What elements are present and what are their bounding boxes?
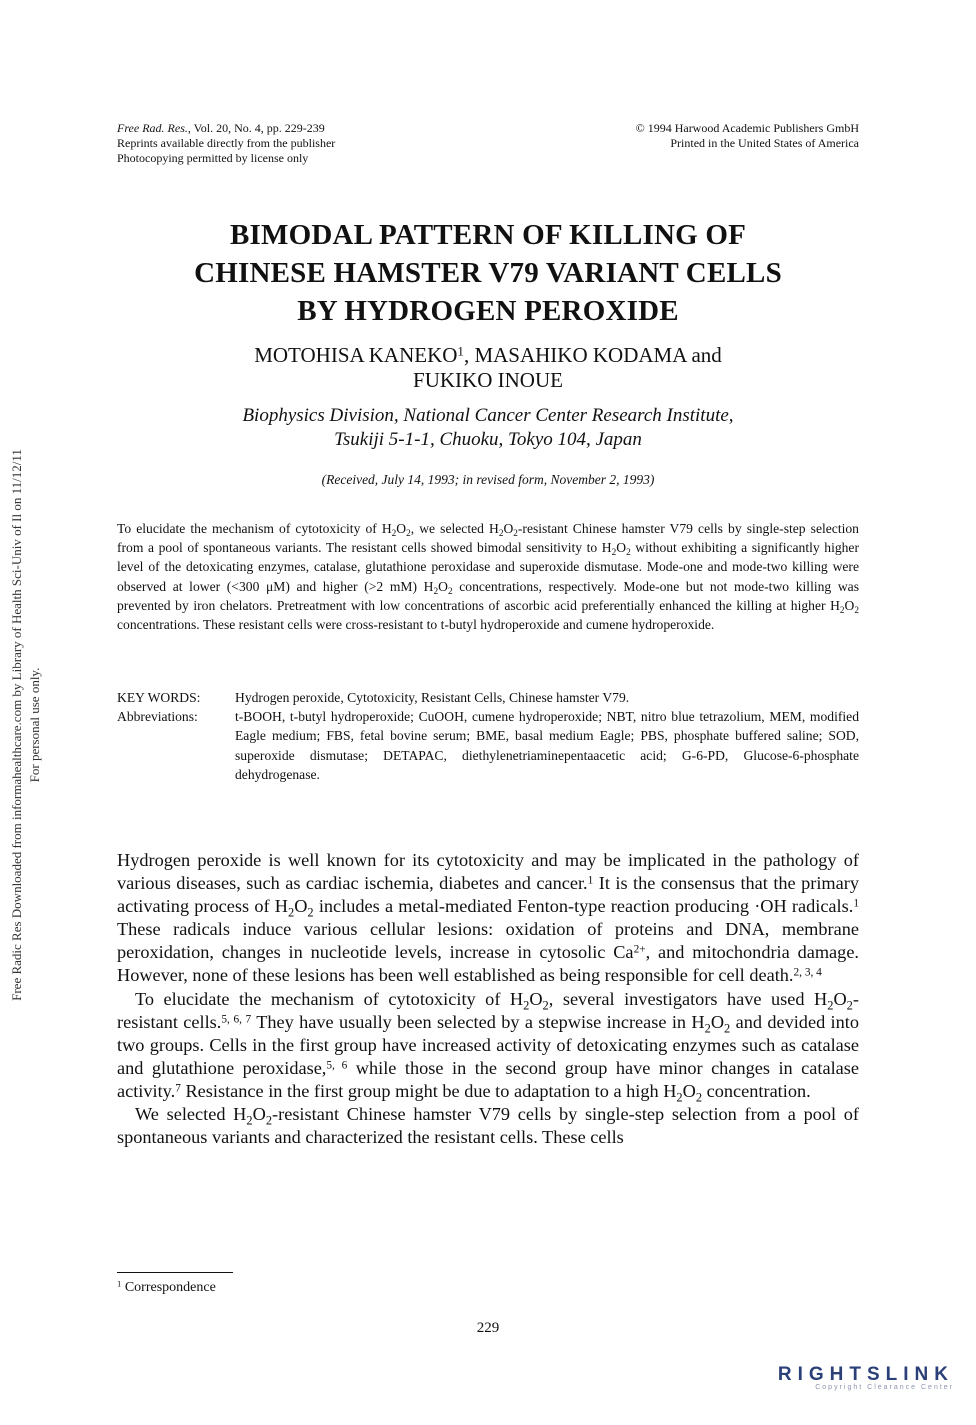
abbreviations-row	[117, 707, 859, 784]
text-run: -resistant Chinese hamster V79 cells by single-step selection from a pool of spontaneous variants and characterized the resistant cells. These cells	[117, 1104, 860, 1148]
text-run: O	[833, 988, 847, 1009]
subscript: 2	[676, 1090, 683, 1105]
text-run: and devided into two groups. Cells in the first group have increased activity of detoxicating enzymes such as catalase and glutathione peroxidase,	[117, 1011, 859, 1078]
article-title	[0, 216, 976, 330]
paragraph-3	[117, 1103, 859, 1149]
text-run: includes a metal-mediated Fenton-type reaction producing ·OH radicals.	[313, 896, 854, 917]
abstract-text: O	[616, 540, 627, 556]
keywords-row	[117, 688, 859, 707]
charge-mark: 2+	[633, 943, 646, 956]
copyright-line: © 1994 Harwood Academic Publishers GmbH	[635, 121, 859, 135]
keywords-text: Hydrogen peroxide, Cytotoxicity, Resistant Cells, Chinese hamster V79.	[235, 690, 630, 705]
subscript: 2	[406, 528, 411, 539]
subscript: 2	[854, 605, 859, 616]
author-2: , MASAHIKO KODAMA and	[463, 343, 722, 367]
author-3: FUKIKO INOUE	[413, 368, 563, 392]
abstract-text: O	[844, 597, 855, 613]
rightslink-tagline: Copyright Clearance Center	[815, 1384, 954, 1391]
affiliation-line-1: Biophysics Division, National Cancer Center Research Institute,	[242, 405, 734, 426]
running-header-left	[117, 121, 335, 166]
subscript: 2	[839, 605, 845, 616]
reference-mark: 5, 6, 7	[221, 1012, 252, 1025]
subscript: 2	[542, 997, 549, 1012]
reprints-note: Reprints available directly from the publisher	[117, 136, 336, 150]
text-run: O	[252, 1104, 266, 1125]
abbreviations-label: Abbreviations:	[117, 709, 198, 725]
subscript: 2	[724, 1021, 731, 1035]
abbreviations-text: t-BOOH, t-butyl hydroperoxide; CuOOH, cumene hydroperoxide; NBT, nitro blue tetrazolium, MEM, modified Eagle medium; FBS, fetal bovine serum; BME, basal medium Eagle; PBS, phosphate buffered saline; SOD, superoxide dismutase; DETAPAC, diethylenetriaminepentaacetic acid; G-6-PD, Glucose-6-phosphate dehydrogenase.	[235, 709, 859, 782]
footnote	[117, 1280, 216, 1296]
subscript: 2	[307, 905, 314, 920]
received-dates: (Received, July 14, 1993; in revised form, November 2, 1993)	[321, 472, 655, 487]
title-line-1: BIMODAL PATTERN OF KILLING OF	[229, 219, 747, 251]
text-run: They have usually been selected by a stepwise increase in H	[251, 1011, 705, 1032]
text-run: while those in the second group have minor changes in catalase activity.	[117, 1057, 859, 1101]
subscript: 2	[827, 997, 834, 1012]
download-watermark	[8, 449, 44, 1001]
subscript: 2	[626, 547, 631, 558]
subscript: 2	[447, 585, 453, 596]
abstract-text: concentrations, respectively. Mode-one but not mode-two killing was prevented by iron chelators. Pretreatment with low concentrations of ascorbic acid preferentially enhanced the killing at higher H	[117, 578, 859, 613]
subscript: 2	[695, 1090, 703, 1105]
subscript: 2	[246, 1113, 253, 1128]
reference-mark: 1	[853, 897, 859, 910]
abstract-text: O	[396, 521, 407, 536]
subscript: 2	[523, 997, 530, 1012]
footnote-text: Correspondence	[121, 1280, 216, 1295]
author-list	[0, 343, 976, 393]
subscript: 2	[265, 1113, 273, 1128]
paragraph-2	[117, 988, 859, 1103]
subscript: 2	[704, 1021, 711, 1035]
subscript: 2	[391, 528, 397, 539]
text-run: , and mitochondria damage. However, none of these lesions has been well established as being responsible for cell death.	[117, 942, 860, 986]
download-sidebar	[0, 360, 53, 1090]
subscript: 2	[498, 528, 504, 539]
text-run: , several investigators have used H	[548, 988, 828, 1009]
journal-citation	[117, 121, 335, 136]
keywords-label: KEY WORDS:	[117, 690, 201, 705]
photocopy-note: Photocopying permitted by license only	[117, 151, 309, 165]
abstract-text: , we selected H	[410, 521, 499, 536]
text-run: -resistant cells.	[117, 988, 859, 1032]
author-1: MOTOHISA KANEKO	[254, 343, 458, 367]
running-header-right	[636, 121, 859, 151]
subscript: 2	[433, 585, 439, 596]
reference-mark: 7	[175, 1082, 181, 1095]
footnote-mark: 1	[117, 1278, 122, 1289]
paragraph-1	[117, 849, 859, 988]
reference-mark: 1	[587, 874, 594, 887]
title-line-3: BY HYDROGEN PEROXIDE	[297, 295, 679, 327]
rightslink-wordmark: RIGHTSLINK	[777, 1364, 954, 1385]
subscript: 2	[611, 547, 617, 558]
abstract-text: without exhibiting a significantly higher level of the detoxicating enzymes, catalase, glutathione peroxidase and superoxide dismutase. Mode-one and mode-two killing were observed at lower (<300 μM) and higher (>2 mM) H	[117, 540, 859, 594]
rightslink-logo[interactable]	[778, 1364, 954, 1391]
abstract-text: O	[438, 578, 448, 594]
author-1-footnote-mark: 1	[457, 343, 464, 359]
text-run: To elucidate the mechanism of cytotoxicity of H	[135, 988, 524, 1009]
abstract-text: O	[503, 521, 514, 536]
reference-mark: 2, 3, 4	[793, 966, 822, 979]
text-run: concentration.	[702, 1080, 811, 1101]
text-run: O	[710, 1011, 725, 1032]
text-run: We selected H	[135, 1104, 247, 1125]
subscript: 2	[513, 528, 518, 539]
journal-name: Free Rad. Res.	[117, 121, 188, 135]
personal-use-line: For personal use only.	[26, 667, 42, 783]
subscript: 2	[846, 997, 853, 1012]
citation-details: , Vol. 20, No. 4, pp. 229-239	[187, 121, 325, 135]
footnote-rule	[117, 1272, 233, 1273]
abstract-text: To elucidate the mechanism of cytotoxicity of H	[117, 521, 392, 536]
subscript: 2	[287, 905, 295, 920]
title-line-2: CHINESE HAMSTER V79 VARIANT CELLS	[194, 257, 782, 289]
text-run: It is the consensus that the primary activating process of H	[117, 873, 859, 917]
text-run: Hydrogen peroxide is well known for its cytotoxicity and may be implicated in the pathology of various diseases, such as cardiac ischemia, diabetes and cancer.	[117, 850, 859, 894]
body-text	[117, 849, 859, 1149]
text-run: O	[529, 988, 543, 1009]
printed-line: Printed in the United States of America	[670, 136, 859, 150]
reference-mark: 5, 6	[326, 1059, 348, 1072]
affiliation	[0, 404, 976, 452]
text-run: These radicals induce various cellular lesions: oxidation of proteins and DNA, membrane peroxidation, changes in nucleotide levels, increase in cytosolic Ca	[117, 919, 859, 963]
text-run: O	[294, 896, 308, 917]
abstract-text: concentrations. These resistant cells were cross-resistant to t-butyl hydroperoxide and cumene hydroperoxide.	[117, 617, 715, 633]
abstract	[117, 519, 859, 634]
text-run: Resistance in the first group might be due to adaptation to a high H	[180, 1080, 677, 1101]
text-run: O	[682, 1080, 696, 1101]
abstract-text: -resistant Chinese hamster V79 cells by single-step selection from a pool of spontaneous variants. The resistant cells showed bimodal sensitivity to H	[117, 521, 859, 556]
keywords-block	[117, 688, 859, 784]
download-line: Free Radic Res Downloaded from informahealthcare.com by Library of Health Sci-Univ of Il on 11/12/11	[8, 449, 24, 1001]
page-number: 229	[476, 1320, 500, 1336]
affiliation-line-2: Tsukiji 5-1-1, Chuoku, Tokyo 104, Japan	[334, 429, 642, 450]
